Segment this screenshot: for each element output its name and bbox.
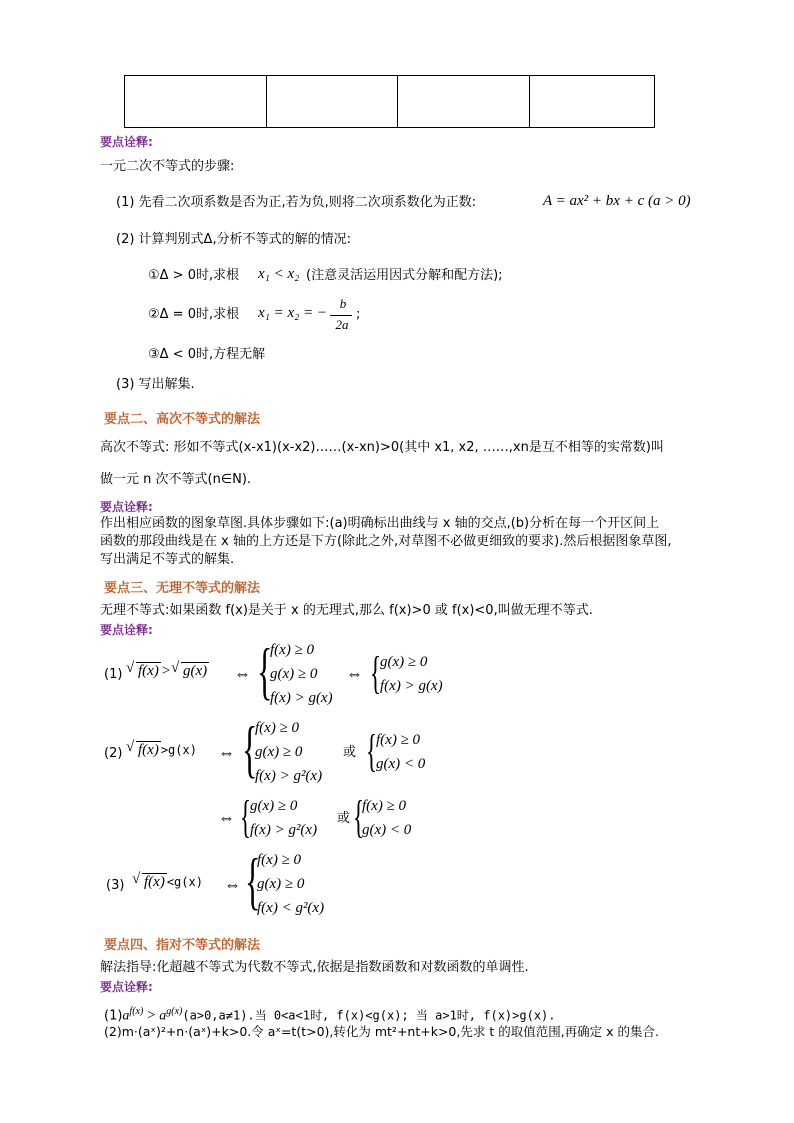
key-note-label: 要点诠释:	[100, 500, 153, 514]
quad-step1-formula: A = ax² + bx + c (a > 0)	[543, 193, 691, 209]
section2-line1: 高次不等式: 形如不等式(x-x1)(x-x2)……(x-xn)>0(其中 x1, x2, ……,xn是互不相等的实常数)叫	[100, 440, 664, 455]
or-label: 或	[343, 745, 357, 760]
quad-step1: (1) 先看二次项系数是否为正,若为负,则将二次项系数化为正数:	[116, 195, 477, 210]
condition: g(x) ≥ 0	[255, 744, 303, 760]
case1-label: (1)	[104, 667, 123, 682]
iff-symbol: ⇔	[234, 664, 251, 683]
condition: f(x) < g²(x)	[257, 900, 325, 916]
condition: g(x) < 0	[362, 822, 412, 838]
left-brace: {	[366, 725, 378, 776]
condition: f(x) ≥ 0	[255, 720, 300, 736]
empty-table	[124, 75, 655, 128]
iff-symbol: ⇔	[346, 664, 363, 683]
case3-label: (3)	[106, 878, 125, 893]
section2-p2: 函数的那段曲线是在 x 轴的上方还是下方(除此之外,对草图不必做更细致的要求).然后根据图象草图,	[100, 534, 672, 549]
table-cell	[530, 76, 655, 128]
section2-title: 要点二、高次不等式的解法	[104, 412, 261, 427]
condition: g(x) ≥ 0	[270, 666, 318, 682]
case2-lhs: √ f(x) >g(x)	[126, 739, 197, 758]
section4-line1: 解法指导:化超越不等式为代数不等式,依据是指数函数和对数函数的单调性.	[100, 960, 529, 975]
table-row	[125, 76, 655, 128]
section2-p3: 写出满足不等式的解集.	[100, 552, 235, 567]
left-brace: {	[370, 647, 382, 698]
left-brace: {	[257, 635, 273, 706]
condition: f(x) ≥ 0	[376, 732, 421, 748]
table-cell	[398, 76, 530, 128]
condition: g(x) ≥ 0	[380, 654, 428, 670]
condition: g(x) ≥ 0	[257, 876, 305, 892]
condition: f(x) > g(x)	[270, 690, 333, 706]
or-label: 或	[337, 811, 351, 826]
quad-case2-end: ;	[356, 307, 361, 322]
case2-label: (2)	[104, 746, 123, 761]
condition: f(x) ≥ 0	[270, 642, 315, 658]
key-note-label: 要点诠释:	[100, 623, 153, 637]
quad-step3: (3) 写出解集.	[116, 377, 195, 392]
key-note-label: 要点诠释:	[100, 135, 153, 149]
condition: g(x) ≥ 0	[250, 798, 298, 814]
condition: f(x) ≥ 0	[257, 852, 302, 868]
quad-case3: ③Δ < 0时,方程无解	[148, 347, 266, 362]
section2-p1: 作出相应函数的图象草图.具体步骤如下:(a)明确标出曲线与 x 轴的交点,(b)分析在每一个开区间上	[100, 516, 660, 531]
left-brace: {	[353, 791, 365, 842]
condition: f(x) > g²(x)	[255, 768, 323, 784]
quad-case2-num: b	[339, 296, 347, 311]
iff-symbol: ⇔	[218, 743, 235, 762]
condition: f(x) ≥ 0	[362, 798, 407, 814]
condition: g(x) < 0	[376, 756, 426, 772]
left-brace: {	[245, 845, 261, 916]
section3-title: 要点三、无理不等式的解法	[104, 581, 261, 596]
case3-lhs: √ f(x) <g(x)	[132, 871, 203, 890]
quad-case2: ②Δ = 0时,求根	[148, 307, 240, 322]
quad-intro: 一元二次不等式的步骤:	[100, 159, 235, 174]
condition: f(x) > g²(x)	[250, 822, 318, 838]
section4-item2: (2)m·(aˣ)²+n·(aˣ)+k>0.令 aˣ=t(t>0),转化为 mt²+nt+k>0,先求 t 的取值范围,再确定 x 的集合.	[104, 1024, 659, 1039]
quad-case2-den: 2a	[335, 317, 349, 332]
section2-line2: 做一元 n 次不等式(n∈N).	[100, 472, 252, 487]
quad-case1: ①Δ > 0时,求根	[148, 268, 240, 283]
quad-step2: (2) 计算判别式Δ,分析不等式的解的情况:	[116, 232, 351, 247]
section4-item1: $(1)a^{f(x)} > a^{g(x)}(a>0,a\ne 1)$.当 0<a<1时, f(x)<g(x); 当 a>1时, f(x)>g(x).	[104, 1006, 556, 1024]
quad-case1-formula: x₁ < x₂	[258, 266, 300, 282]
quad-case1-note: (注意灵活运用因式分解和配方法);	[306, 268, 503, 283]
section4-title: 要点四、指对不等式的解法	[104, 938, 261, 953]
quad-case2-formula: x₁ = x₂ = −	[258, 305, 328, 321]
iff-symbol: ⇔	[224, 875, 241, 894]
condition: f(x) > g(x)	[380, 678, 443, 694]
left-brace: {	[240, 791, 252, 842]
key-note-label: 要点诠释:	[100, 980, 153, 994]
case1-lhs: √ f(x) > √ g(x)	[126, 660, 208, 679]
fraction-bar	[330, 315, 352, 316]
section3-line1: 无理不等式:如果函数 f(x)是关于 x 的无理式,那么 f(x)>0 或 f(x)<0,叫做无理不等式.	[100, 603, 593, 618]
table-cell	[267, 76, 398, 128]
iff-symbol: ⇔	[218, 808, 235, 827]
table-cell	[125, 76, 267, 128]
left-brace: {	[242, 713, 258, 784]
